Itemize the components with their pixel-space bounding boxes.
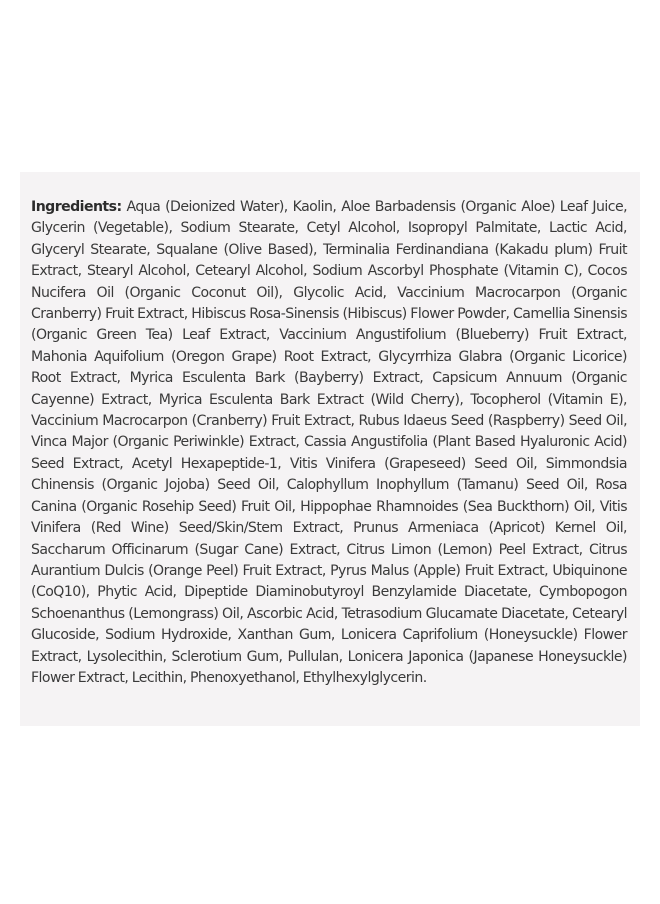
ingredients-heading: Ingredients: <box>31 199 122 215</box>
ingredients-paragraph <box>31 197 627 689</box>
ingredients-list: Aqua (Deionized Water), Kaolin, Aloe Barbadensis (Organic Aloe) Leaf Juice, Glycerin (Vegetable), Sodium Stearate, Cetyl Alcohol, Isopropyl Palmitate, Lactic Acid, Glyceryl Stearate, Squalane (Olive Based), Terminalia Ferdinandiana (Kakadu plum) Fruit Extract, Stearyl Alcohol, Cetearyl Alcohol, Sodium Ascorbyl Phosphate (Vitamin C), Cocos Nucifera Oil (Organic Coconut Oil), Glycolic Acid, Vaccinium Macrocarpon (Organic Cranberry) Fruit Extract, Hibiscus Rosa-Sinensis (Hibiscus) Flower Powder, Camellia Sinensis (Organic Green Tea) Leaf Extract, Vaccinium Angustifolium (Blueberry) Fruit Extract, Mahonia Aquifolium (Oregon Grape) Root Extract, Glycyrrhiza Glabra (Organic Licorice) Root Extract, Myrica Esculenta Bark (Bayberry) Extract, Capsicum Annuum (Organic Cayenne) Extract, Myrica Esculenta Bark Extract (Wild Cherry), Tocopherol (Vitamin E), Vaccinium Macrocarpon (Cranberry) Fruit Extract, Rubus Idaeus Seed (Raspberry) Seed Oil, Vinca Major (Organic Periwinkle) Extract, Cassia Angustifolia (Plant Based Hyaluronic Acid) Seed Extract, Acetyl Hexapeptide-1, Vitis Vinifera (Grapeseed) Seed Oil, Simmondsia Chinensis (Organic Jojoba) Seed Oil, Calophyllum Inophyllum (Tamanu) Seed Oil, Rosa Canina (Organic Rosehip Seed) Fruit Oil, Hippophae Rhamnoides (Sea Buckthorn) Oil, Vitis Vinifera (Red Wine) Seed/Skin/Stem Extract, Prunus Armeniaca (Apricot) Kernel Oil, Saccharum Officinarum (Sugar Cane) Extract, Citrus Limon (Lemon) Peel Extract, Citrus Aurantium Dulcis (Orange Peel) Fruit Extract, Pyrus Malus (Apple) Fruit Extract, Ubiquinone (CoQ10), Phytic Acid, Dipeptide Diaminobutyroyl Benzylamide Diacetate, Cymbopogon Schoenanthus (Lemongrass) Oil, Ascorbic Acid, Tetrasodium Glucamate Diacetate, Cetearyl Glucoside, Sodium Hydroxide, Xanthan Gum, Lonicera Caprifolium (Honeysuckle) Flower Extract, Lysolecithin, Sclerotium Gum, Pullulan, Lonicera Japonica (Japanese Honeysuckle) Flower Extract, Lecithin, Phenoxyethanol, Ethylhexylglycerin. <box>31 199 627 686</box>
ingredients-label-panel <box>20 172 640 726</box>
